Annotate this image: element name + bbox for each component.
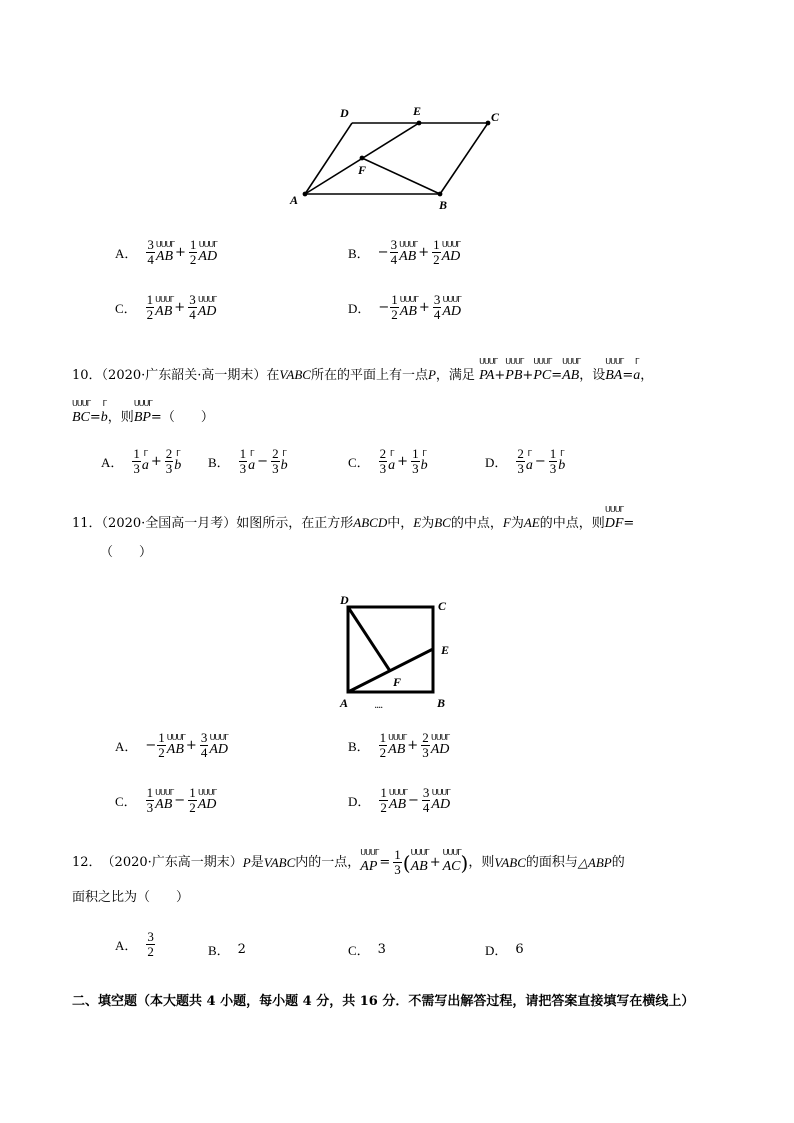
label2-dots: .... — [375, 701, 383, 710]
q11-stem-line1: 11．（2020·全国高一月考）如图所示，在正方形ABCD中，E为BC的中点，F为AE的中点，则 ᑌᑌᑌᒥ DF= — [72, 505, 635, 531]
q11-option-b[interactable]: B． $\frac{1}{2}$ ᑌᑌᑌᒥ AB + $\frac{2}{3}$ ᑌᑌᑌᒥ AD — [348, 730, 450, 760]
q12-option-c[interactable]: C． 3 — [348, 942, 386, 958]
q10-option-a[interactable]: A． $\frac{1}{3}$ ᒥ a + $\frac{2}{3}$ ᒥ b — [101, 446, 182, 476]
q11-option-d[interactable]: D． $\frac{1}{2}$ ᑌᑌᑌᒥ AB − $\frac{3}{4}$ ᑌᑌᑌᒥ AD — [348, 785, 451, 815]
q12-option-b[interactable]: B． 2 — [208, 942, 246, 958]
label2-C: C — [438, 599, 447, 613]
label2-B: B — [437, 696, 446, 710]
q9-option-a[interactable]: A． $\frac{3}{4}$ ᑌᑌᑌᒥ AB + $\frac{1}{2}$ ᑌᑌᑌᒥ AD — [115, 237, 218, 267]
q12-option-a[interactable]: A． $\frac{3}{2}$ — [115, 929, 154, 959]
q10-option-b[interactable]: B． $\frac{1}{3}$ ᒥ a − $\frac{2}{3}$ ᒥ b — [208, 446, 288, 476]
q10-option-c[interactable]: C． $\frac{2}{3}$ ᒥ a + $\frac{1}{3}$ ᒥ b — [348, 446, 428, 476]
q9-option-d[interactable]: D． − $\frac{1}{2}$ ᑌᑌᑌᒥ AB + $\frac{3}{4}$ ᑌᑌᑌᒥ AD — [348, 292, 461, 322]
section-heading-fill-in: 二、填空题（本大题共 4 小题，每小题 4 分，共 16 分．不需写出解答过程，请把答案直接填写在横线上） — [72, 994, 695, 1009]
q9-option-b[interactable]: B． − $\frac{3}{4}$ ᑌᑌᑌᒥ AB + $\frac{1}{2}$ ᑌᑌᑌᒥ AD — [348, 237, 461, 267]
label2-A: A — [340, 696, 349, 710]
q11-option-c[interactable]: C． $\frac{1}{3}$ ᑌᑌᑌᒥ AB − $\frac{1}{2}$ ᑌᑌᑌᒥ AD — [115, 785, 217, 815]
label-C: C — [491, 110, 500, 124]
q12-stem-line2: 面积之比为（ ） — [72, 890, 190, 905]
label-F: F — [358, 163, 367, 177]
q12-option-d[interactable]: D． 6 — [485, 942, 524, 958]
parallelogram-figure — [285, 100, 515, 215]
label2-F: F — [393, 675, 402, 689]
q10-stem-line2: ᑌᑌᑌᒥ BC= ᒥ b，则 ᑌᑌᑌᒥ BP=（ ） — [72, 399, 214, 425]
q9-option-c[interactable]: C． $\frac{1}{2}$ ᑌᑌᑌᒥ AB + $\frac{3}{4}$ ᑌᑌᑌᒥ AD — [115, 292, 217, 322]
q10-option-d[interactable]: D． $\frac{2}{3}$ ᒥ a − $\frac{1}{3}$ ᒥ b — [485, 446, 566, 476]
label-B: B — [439, 198, 448, 212]
q11-option-a[interactable]: A． − $\frac{1}{2}$ ᑌᑌᑌᒥ AB + $\frac{3}{4}$ ᑌᑌᑌᒥ AD — [115, 730, 228, 760]
label-A: A — [290, 193, 299, 207]
label2-E: E — [441, 643, 450, 657]
label2-D: D — [340, 593, 349, 607]
q10-stem-line1: 10．（2020·广东韶关·高一期末）在VABC所在的平面上有一点P，满足 ᑌᑌᑌᒥ PA+ ᑌᑌᑌᒥ PB+ ᑌᑌᑌᒥ PC= ᑌᑌᑌᒥ AB，设 ᑌᑌᑌᒥ BA= ᒥ a， — [72, 357, 654, 383]
q11-answer-paren: （ ） — [100, 545, 153, 560]
q12-stem-line1: 12． （2020·广东高一期末） P 是 VABC 内的一点， ᑌᑌᑌᒥ AP = $\frac{1}{3}$ ( ᑌᑌᑌᒥ AB + ᑌᑌᑌᒥ AC ) ，则 VABC 的面积与 △ABP 的 — [72, 847, 625, 877]
label-E: E — [413, 104, 422, 118]
square-figure — [335, 590, 465, 712]
label-D: D — [340, 106, 349, 120]
